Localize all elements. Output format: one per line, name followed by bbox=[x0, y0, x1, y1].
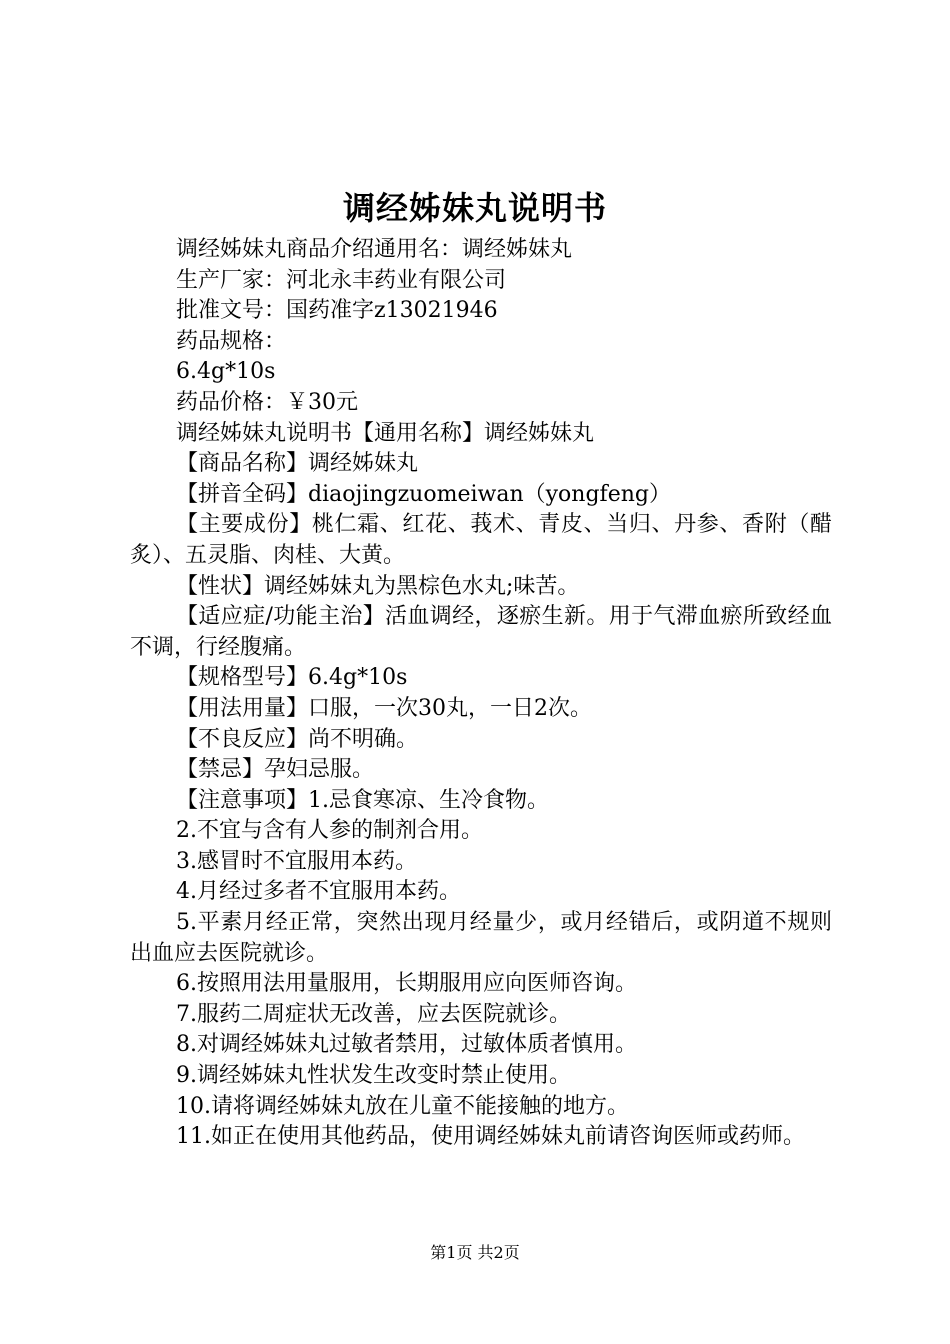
paragraph: 药品价格：￥30元 bbox=[176, 389, 358, 415]
paragraph: 【注意事项】1.忌食寒凉、生冷食物。 bbox=[176, 787, 549, 813]
page-footer: 第1页 共2页 bbox=[430, 1243, 520, 1262]
paragraph: 9.调经姊妹丸性状发生改变时禁止使用。 bbox=[176, 1063, 571, 1089]
paragraph: 生产厂家：河北永丰药业有限公司 bbox=[176, 267, 507, 293]
paragraph: 3.感冒时不宜服用本药。 bbox=[176, 848, 417, 874]
paragraph: 【禁忌】孕妇忌服。 bbox=[176, 757, 375, 783]
paragraph: 8.对调经姊妹丸过敏者禁用，过敏体质者慎用。 bbox=[176, 1032, 637, 1058]
paragraph: 【不良反应】尚不明确。 bbox=[176, 726, 419, 752]
paragraph: 11.如正在使用其他药品，使用调经姊妹丸前请咨询医师或药师。 bbox=[176, 1124, 805, 1150]
paragraph: 6.4g*10s bbox=[176, 359, 276, 385]
paragraph: 6.按照用法用量服用，长期服用应向医师咨询。 bbox=[176, 971, 637, 997]
paragraph: 【主要成份】桃仁霜、红花、莪术、青皮、当归、丹参、香附（醋炙）、五灵脂、肉桂、大黄。 bbox=[130, 512, 832, 568]
paragraph: 【规格型号】6.4g*10s bbox=[176, 665, 408, 691]
paragraph: 10.请将调经姊妹丸放在儿童不能接触的地方。 bbox=[176, 1093, 629, 1119]
page-title: 调经姊妹丸说明书 bbox=[342, 189, 607, 227]
paragraph: 调经姊妹丸说明书【通用名称】调经姊妹丸 bbox=[176, 420, 595, 446]
paragraph: 4.月经过多者不宜服用本药。 bbox=[176, 879, 461, 905]
document-body bbox=[130, 235, 832, 1153]
paragraph: 批准文号：国药准字z13021946 bbox=[176, 298, 498, 324]
paragraph: 药品规格： bbox=[176, 328, 287, 354]
paragraph: 【用法用量】口服，一次30丸，一日2次。 bbox=[176, 695, 592, 721]
paragraph: 【适应症/功能主治】活血调经，逐瘀生新。用于气滞血瘀所致经血不调，行经腹痛。 bbox=[130, 604, 832, 660]
paragraph: 【商品名称】调经姊妹丸 bbox=[176, 451, 419, 477]
paragraph: 【拼音全码】diaojingzuomeiwan（yongfeng） bbox=[176, 481, 671, 507]
paragraph: 5.平素月经正常，突然出现月经量少，或月经错后，或阴道不规则出血应去医院就诊。 bbox=[130, 910, 832, 966]
paragraph: 2.不宜与含有人参的制剂合用。 bbox=[176, 818, 483, 844]
paragraph: 【性状】调经姊妹丸为黑棕色水丸;味苦。 bbox=[176, 573, 580, 599]
paragraph: 7.服药二周症状无改善，应去医院就诊。 bbox=[176, 1001, 571, 1027]
paragraph: 调经姊妹丸商品介绍通用名：调经姊妹丸 bbox=[176, 237, 573, 262]
